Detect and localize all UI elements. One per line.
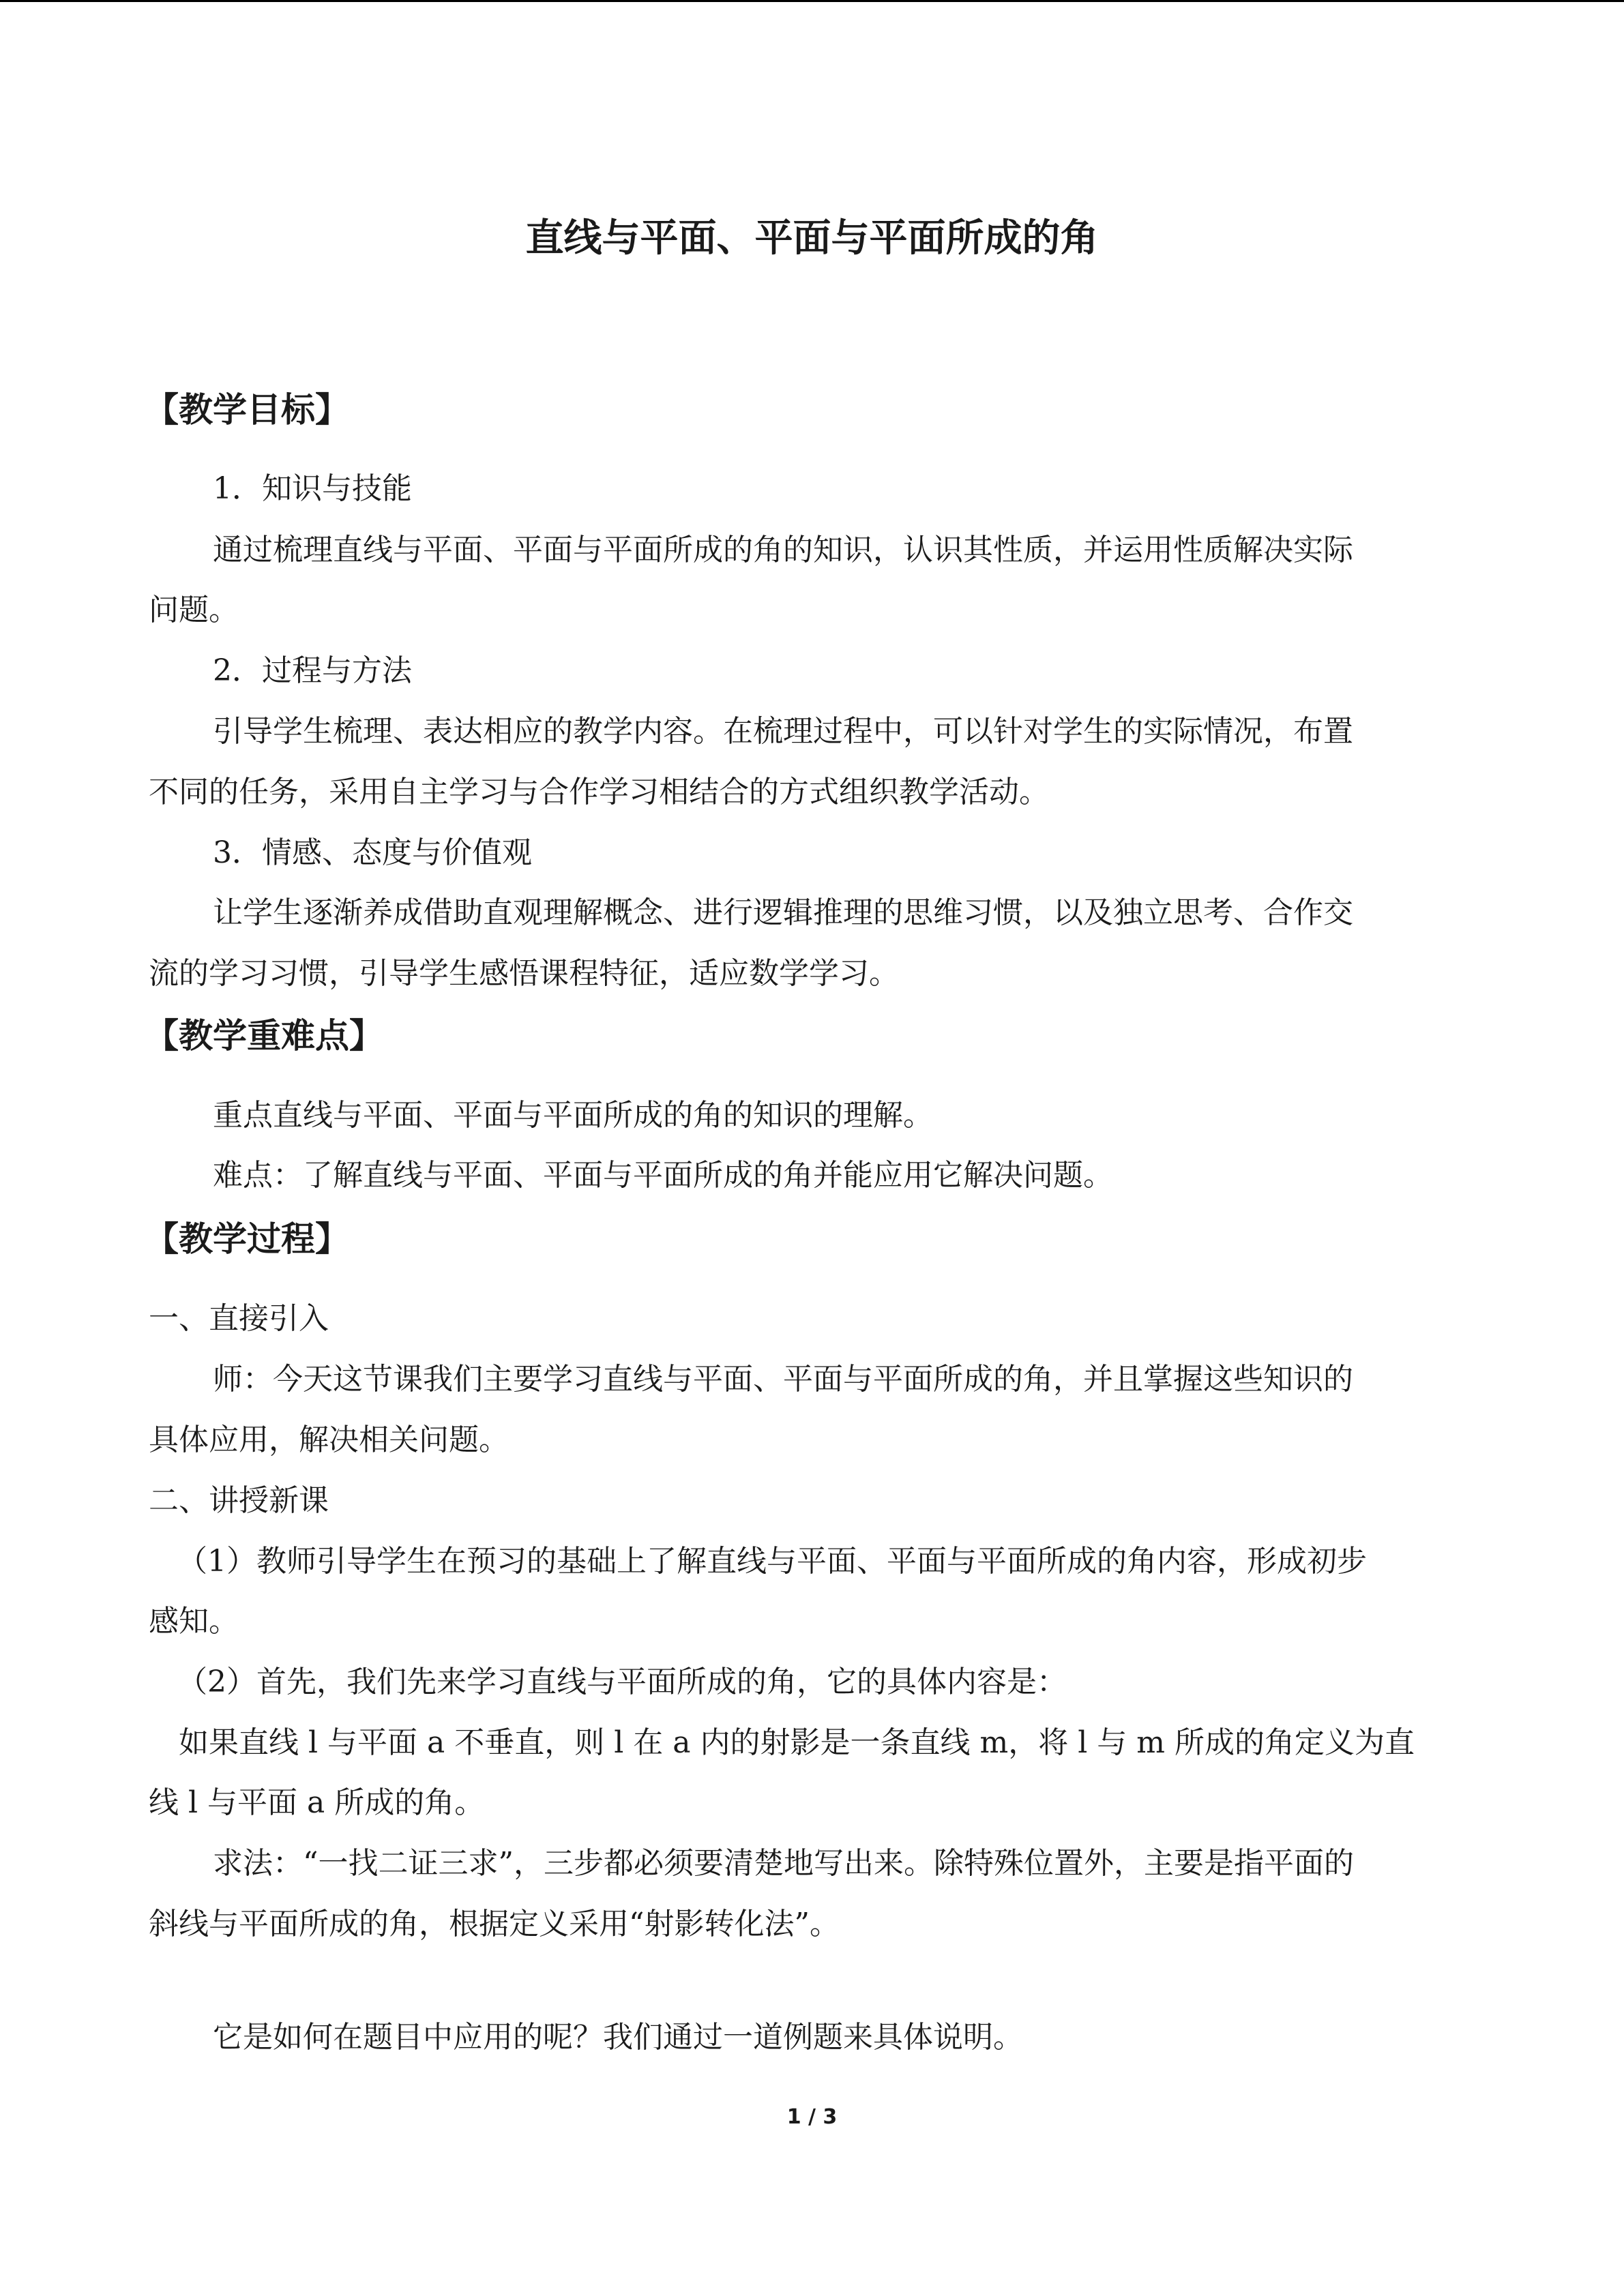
section-heading-goals: 【教学目标】 <box>145 390 349 430</box>
section-heading-process: 【教学过程】 <box>145 1219 349 1259</box>
closing-text: 它是如何在题目中应用的呢？我们通过一道例题来具体说明。 <box>213 2020 1023 2055</box>
page-title: 直线与平面、平面与平面所成的角 <box>525 216 1099 260</box>
process-part-1-title: 一、直接引入 <box>149 1301 329 1336</box>
page-number: 1 / 3 <box>786 2105 838 2129</box>
method-text: 求法：“一找二证三求”，三步都必须要清楚地写出来。除特殊位置外，主要是指平面的 <box>213 1846 1354 1881</box>
process-paragraph-1-cont: 感知。 <box>149 1604 239 1639</box>
method-text-cont: 斜线与平面所成的角，根据定义采用“射影转化法”。 <box>149 1907 840 1941</box>
goal-item-3-text-cont: 流的学习习惯，引导学生感悟课程特征，适应数学学习。 <box>149 956 899 991</box>
goal-item-3-title: 3．情感、态度与价值观 <box>213 835 532 870</box>
process-part-2-title: 二、讲授新课 <box>149 1483 329 1518</box>
definition-text-cont: 线 l 与平面 a 所成的角。 <box>149 1785 485 1820</box>
goal-item-2-text: 引导学生梳理、表达相应的教学内容。在梳理过程中，可以针对学生的实际情况，布置 <box>213 714 1353 749</box>
goal-item-1-text: 通过梳理直线与平面、平面与平面所成的角的知识，认识其性质，并运用性质解决实际 <box>213 533 1353 567</box>
definition-text: 如果直线 l 与平面 a 不垂直，则 l 在 a 内的射影是一条直线 m，将 l 与 m 所成的角定义为直 <box>179 1725 1415 1760</box>
goal-item-3-text: 让学生逐渐养成借助直观理解概念、进行逻辑推理的思维习惯，以及独立思考、合作交 <box>213 895 1353 930</box>
goal-item-1-text-cont: 问题。 <box>149 593 239 627</box>
section-heading-key-points: 【教学重难点】 <box>145 1016 383 1056</box>
process-part-1-text: 师：今天这节课我们主要学习直线与平面、平面与平面所成的角，并且掌握这些知识的 <box>213 1362 1353 1397</box>
key-point-text: 重点直线与平面、平面与平面所成的角的知识的理解。 <box>213 1098 933 1133</box>
goal-item-1-title: 1．知识与技能 <box>213 471 412 506</box>
process-paragraph-2: （2）首先，我们先来学习直线与平面所成的角，它的具体内容是： <box>177 1665 1067 1699</box>
process-part-1-text-cont: 具体应用，解决相关问题。 <box>149 1422 509 1457</box>
goal-item-2-title: 2．过程与方法 <box>213 653 412 688</box>
process-paragraph-1: （1）教师引导学生在预习的基础上了解直线与平面、平面与平面所成的角内容，形成初步 <box>177 1544 1367 1579</box>
top-border <box>0 0 1624 2</box>
difficulty-text: 难点：了解直线与平面、平面与平面所成的角并能应用它解决问题。 <box>213 1158 1113 1193</box>
goal-item-2-text-cont: 不同的任务，采用自主学习与合作学习相结合的方式组织教学活动。 <box>149 775 1049 809</box>
